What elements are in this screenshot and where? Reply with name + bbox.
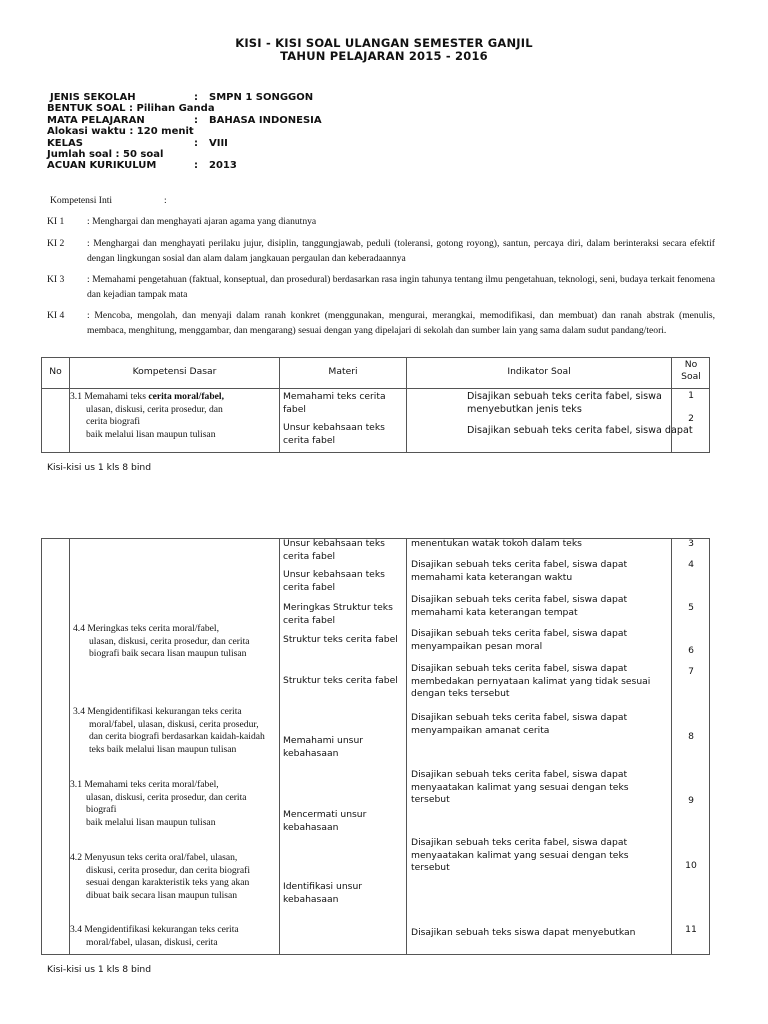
- ki2-label: KI 2: [47, 238, 65, 249]
- header-kompetensi-dasar: Kompetensi Dasar: [132, 366, 217, 377]
- page-footer: Kisi-kisi us 1 kls 8 bind: [47, 462, 152, 473]
- indikator-1: Disajikan sebuah teks cerita fabel, siswa menyebutkan jenis teks: [467, 391, 662, 415]
- materi-row-1: Unsur kebahsaan teks cerita fabel: [283, 538, 385, 562]
- ki1-label: KI 1: [47, 216, 65, 227]
- alokasi-waktu: Alokasi waktu : 120 menit: [47, 126, 194, 137]
- ki2-text: : Menghargai dan menghayati perilaku jujur, disiplin, tanggungjawab, peduli (toleransi, gotong royong), santun, percaya diri, dalam berinteraksi secara efektif dengan lingkungan sosial dan alam dalam jangkauan pergaulan dan keberadaannya: [87, 238, 715, 264]
- indikator-row-6: Disajikan sebuah teks cerita fabel, siswa dapat menyampaikan amanat cerita: [411, 712, 628, 736]
- jenis-value: SMPN 1 SONGGON: [209, 92, 314, 103]
- indikator-row-3: Disajikan sebuah teks cerita fabel, siswa dapat memahami kata keterangan tempat: [411, 594, 628, 618]
- indikator-row-9: Disajikan sebuah teks siswa dapat menyebutkan: [411, 927, 636, 938]
- jenis-label: JENIS SEKOLAH: [50, 92, 136, 103]
- no-soal-9: 9: [688, 795, 694, 806]
- kd-4-4: 4.4 Meringkas teks cerita moral/fabel, ulasan, diskusi, cerita prosedur, dan cerita biografi baik secara lisan maupun tulisan: [73, 623, 250, 659]
- mapel-colon: :: [194, 115, 198, 126]
- materi-row-8: Identifikasi unsur kebahasaan: [283, 881, 363, 905]
- kd-3-4-repeat: 3.4 Mengidentifikasi kekurangan teks cerita moral/fabel, ulasan, diskusi, cerita: [70, 924, 239, 948]
- page-footer-2: Kisi-kisi us 1 kls 8 bind: [47, 964, 152, 975]
- header-no-soal-2: Soal: [681, 371, 701, 382]
- kompetensi-colon: :: [164, 195, 167, 206]
- ki4-text: : Mencoba, mengolah, dan menyaji dalam ranah konkret (menggunakan, mengurai, merangkai, memodifikasi, dan membuat) dan ranah abstrak (menulis, membaca, menghitung, menggambar, dan mengarang) sesuai dengan yang dipelajari di sekolah dan sumber lain yang sama dalam sudut pandang/teori.: [87, 310, 715, 336]
- doc-title: KISI - KISI SOAL ULANGAN SEMESTER GANJIL: [235, 36, 533, 50]
- materi-row-3: Meringkas Struktur teks cerita fabel: [283, 602, 393, 626]
- header-indikator: Indikator Soal: [507, 366, 571, 377]
- kisi-table-continued: [41, 538, 710, 955]
- indikator-row-8: Disajikan sebuah teks cerita fabel, siswa dapat menyaatakan kalimat yang sesuai dengan teks tersebut: [411, 837, 629, 873]
- acuan-label: ACUAN KURIKULUM: [47, 160, 157, 171]
- acuan-value: 2013: [209, 160, 237, 171]
- indikator-row-2: Disajikan sebuah teks cerita fabel, siswa dapat memahami kata keterangan waktu: [411, 559, 628, 583]
- kd-3-4: 3.4 Mengidentifikasi kekurangan teks cerita moral/fabel, ulasan, diskusi, cerita prosedur, dan cerita biografi berdasarkan kaidah-kaidah teks baik melalui lisan maupun tulisan: [73, 706, 265, 755]
- bentuk-soal: BENTUK SOAL : Pilihan Ganda: [47, 103, 215, 114]
- ki3-label: KI 3: [47, 274, 65, 285]
- no-soal-11: 11: [685, 924, 697, 935]
- ki1-text: : Menghargai dan menghayati ajaran agama yang dianutnya: [87, 216, 317, 227]
- materi-row-7: Mencermati unsur kebahasaan: [283, 809, 367, 833]
- no-soal-5: 5: [688, 602, 694, 613]
- jumlah-soal: Jumlah soal : 50 soal: [47, 149, 164, 160]
- no-soal-3: 3: [688, 538, 694, 549]
- no-soal-2: 2: [688, 413, 694, 424]
- indikator-2: Disajikan sebuah teks cerita fabel, siswa dapat: [467, 425, 693, 436]
- indikator-row-4: Disajikan sebuah teks cerita fabel, siswa dapat menyampaikan pesan moral: [411, 628, 628, 652]
- indikator-row-7: Disajikan sebuah teks cerita fabel, siswa dapat menyaatakan kalimat yang sesuai dengan teks tersebut: [411, 769, 629, 805]
- header-no-soal-1: No: [684, 359, 698, 370]
- kd-4-2: 4.2 Menyusun teks cerita oral/fabel, ulasan, diskusi, cerita prosedur, dan cerita biografi sesuai dengan karakteristik teks yang akan dibuat baik secara lisan maupun tulisan: [70, 852, 250, 901]
- no-soal-4: 4: [688, 559, 694, 570]
- doc-subtitle: TAHUN PELAJARAN 2015 - 2016: [280, 49, 488, 63]
- kisi-table: [41, 357, 710, 453]
- mapel-value: BAHASA INDONESIA: [209, 115, 322, 126]
- header-materi: Materi: [328, 366, 358, 377]
- kd-3-1-repeat: 3.1 Memahami teks cerita moral/fabel, ulasan, diskusi, cerita prosedur, dan cerita biografi baik melalui lisan maupun tulisan: [70, 779, 247, 828]
- no-soal-8: 8: [688, 731, 694, 742]
- no-soal-7: 7: [688, 666, 694, 677]
- materi-2: Unsur kebahsaan teks cerita fabel: [283, 422, 385, 446]
- materi-row-6: Memahami unsur kebahasaan: [283, 735, 364, 759]
- ki3-text: : Memahami pengetahuan (faktual, konseptual, dan prosedural) berdasarkan rasa ingin tahunya tentang ilmu pengetahuan, teknologi, seni, budaya terkait fenomena dan kejadian tampak mata: [87, 274, 715, 300]
- kompetensi-heading: Kompetensi Inti: [50, 195, 113, 206]
- materi-row-2: Unsur kebahsaan teks cerita fabel: [283, 569, 385, 593]
- ki4-label: KI 4: [47, 310, 65, 321]
- header-no: No: [49, 366, 62, 377]
- kd-3-1: 3.1 Memahami teks cerita moral/fabel, ulasan, diskusi, cerita prosedur, dan cerita biografi baik melalui lisan maupun tulisan: [70, 391, 224, 440]
- no-soal-10: 10: [685, 860, 697, 871]
- materi-1: Memahami teks cerita fabel: [283, 391, 386, 415]
- kelas-colon: :: [194, 138, 198, 149]
- acuan-colon: :: [194, 160, 198, 171]
- indikator-row-1: menentukan watak tokoh dalam teks: [411, 538, 582, 549]
- no-soal-6: 6: [688, 645, 694, 656]
- indikator-row-5: Disajikan sebuah teks cerita fabel, siswa dapat membedakan pernyataan kalimat yang tidak sesuai dengan teks tersebut: [411, 663, 651, 699]
- kelas-value: VIII: [209, 138, 228, 149]
- materi-row-5: Struktur teks cerita fabel: [283, 675, 398, 686]
- no-soal-1: 1: [688, 390, 694, 401]
- mapel-label: MATA PELAJARAN: [47, 115, 145, 126]
- materi-row-4: Struktur teks cerita fabel: [283, 634, 398, 645]
- jenis-colon: :: [194, 92, 198, 103]
- kelas-label: KELAS: [47, 138, 83, 149]
